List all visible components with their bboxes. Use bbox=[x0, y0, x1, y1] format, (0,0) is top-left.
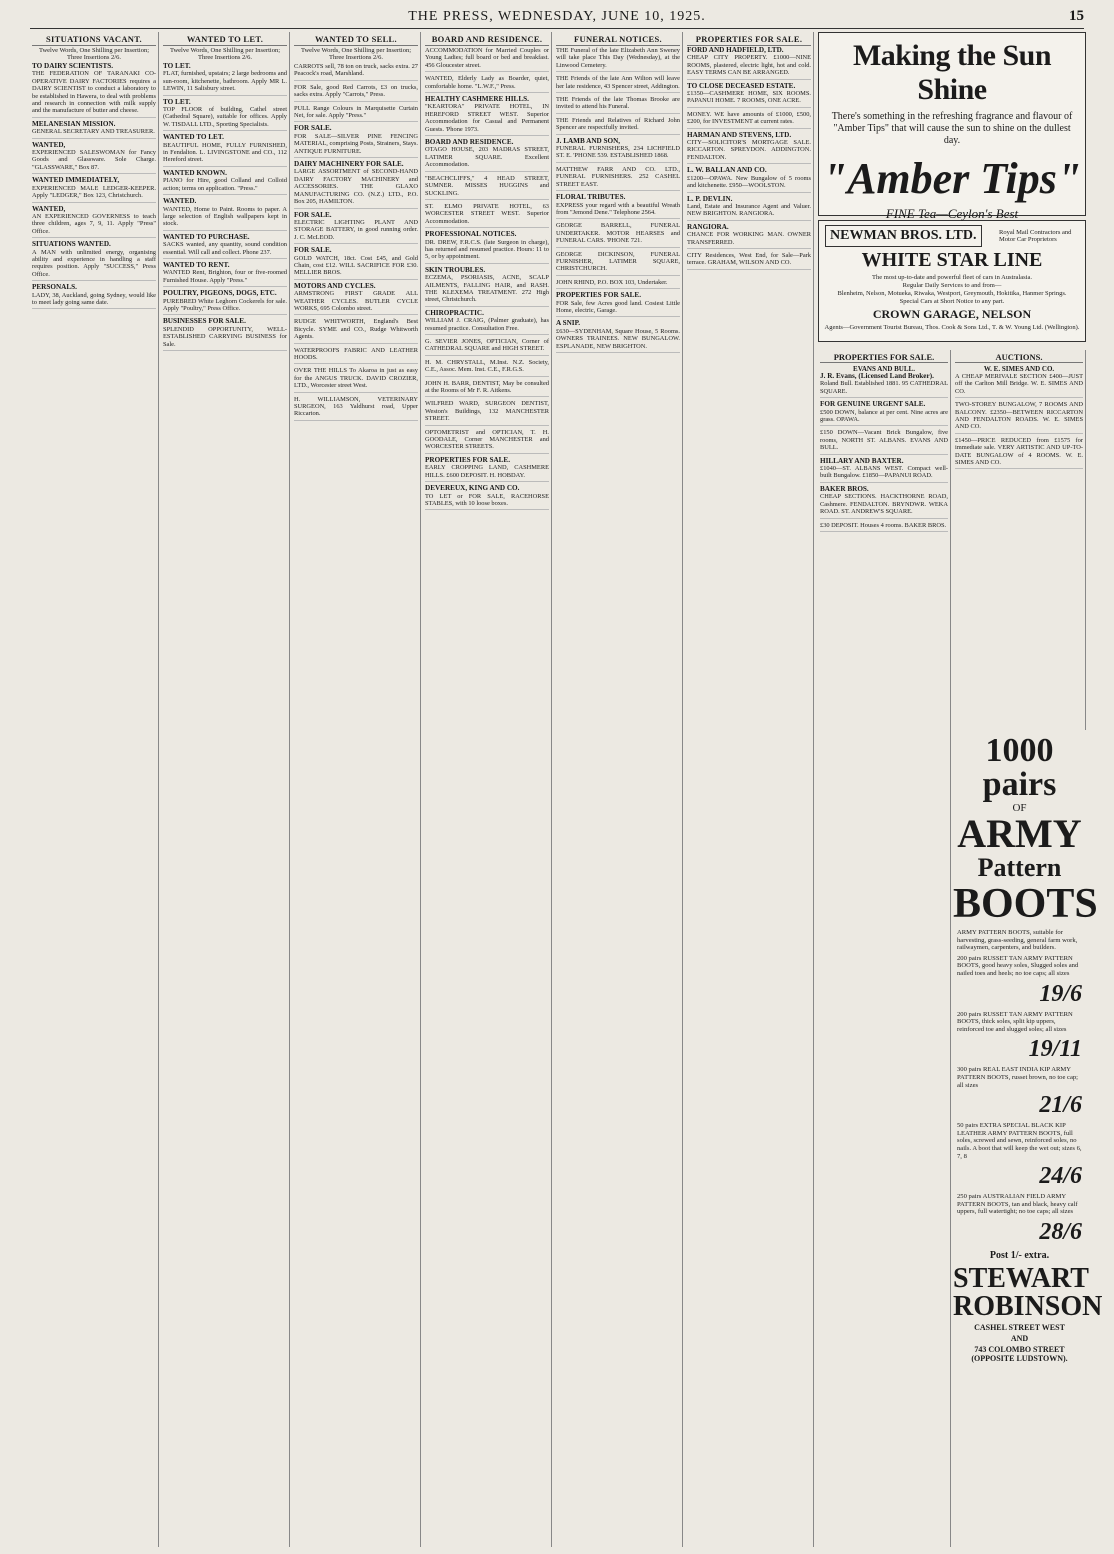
boots-offer: 250 pairs AUSTRALIAN FIELD ARMY PATTERN BOOTS, tan and black, heavy calf uppers, full watertight; no toe caps; all sizes bbox=[957, 1193, 1078, 1216]
ad-title: FOR SALE. bbox=[294, 246, 332, 255]
ad-text: FOR SALE—SILVER PINE FENCING MATERIAL, comprising Posts, Strainers, Stays. ANTIQUE FURNITURE. bbox=[294, 132, 418, 155]
ad-title: A SNIP. bbox=[556, 319, 581, 328]
boots-offer: 300 pairs REAL EAST INDIA KIP ARMY PATTERN BOOTS, russet brown, no toe cap; all sizes bbox=[957, 1066, 1079, 1089]
ad-text: CITY—SOLICITOR'S MORTGAGE SALE. RICCARTON. SPREYDON. ADDINGTON. FENDALTON. bbox=[687, 139, 811, 161]
ad-text: THE Funeral of the late Elizabeth Ann Sweney will take place This Day (Wednesday), at the Linwood Cemetery. bbox=[556, 47, 680, 69]
column-5 bbox=[554, 32, 683, 1547]
ad-text: MONEY. WE have amounts of £1000, £500, £200, for INVESTMENT at current rates. bbox=[687, 110, 811, 126]
classified-ad bbox=[820, 401, 948, 426]
boots-offer-price: 21/6 bbox=[1039, 1092, 1082, 1119]
classified-ad bbox=[425, 380, 549, 398]
ad-title: HILLARY AND BAXTER. bbox=[820, 456, 904, 465]
ad-text: CARROTS sell, 78 ton on truck, sacks extra. 27 Peacock's road, Marshland. bbox=[294, 63, 418, 78]
classified-ad bbox=[820, 373, 948, 398]
ad-text: H. WILLIAMSON, VETERINARY SURGEON, 163 Yaldhurst road, Upper Riccarton. bbox=[294, 395, 418, 418]
classified-ad bbox=[294, 367, 418, 392]
ad-text: £150 DOWN—Vacant Brick Bungalow, five rooms, NORTH ST. ALBANS. EVANS AND BULL. bbox=[820, 429, 948, 452]
ad-text: ST. ELMO PRIVATE HOTEL, 63 WORCESTER STREET WEST. Superior Accommodation. bbox=[425, 202, 549, 225]
ad-text: WATERPROOFS FABRIC AND LEATHER HOODS. bbox=[294, 346, 418, 361]
ad-text: PIANO for Hire, good Colland and Colloid action; terms on application. "Press." bbox=[163, 177, 287, 192]
classified-ad bbox=[32, 121, 156, 139]
rate-notice: Twelve Words, One Shilling per Insertion; Three Insertions 2/6. bbox=[38, 47, 150, 61]
ad-text: £1350—CASHMERE HOME, SIX ROOMS. PAPANUI HOME. 7 ROOMS, ONE ACRE. bbox=[687, 90, 811, 105]
ad-text: CHEAP SECTIONS. HACKTHORNE ROAD, Cashmere. FENDALTON. BRYNDWR. WEKA ROAD. ST. ANDREW'S SQUARE. bbox=[820, 493, 948, 516]
ad-text: THE Friends of the late Ann Wilton will leave her late residence, 43 Spencer street, Addington. bbox=[556, 75, 680, 90]
ad-title: CHIROPRACTIC. bbox=[425, 308, 484, 317]
ad-text: "KEARTORA" PRIVATE HOTEL, IN HEREFORD STREET WEST. Superior Accommodation for Casual and Permanent Guests. 'Phone 1973. bbox=[425, 103, 549, 133]
classified-ad bbox=[820, 522, 948, 532]
ad-text: "BEACHCLIFFS," 4 HEAD STREET, SUMNER. MISSES HUGGINS and SUCKLING. bbox=[425, 174, 549, 197]
classified-ad bbox=[425, 485, 549, 510]
classified-ad bbox=[425, 338, 549, 356]
ad-text: £630—SYDENHAM, Square House, 5 Rooms. OWNERS TRAINEES. NEW BUNGALOW. ESPLANADE, NEW BRIGHTON. bbox=[556, 327, 680, 350]
classified-ad bbox=[163, 290, 287, 315]
ad-text: G. SEVIER JONES, OPTICIAN, Corner of CATHEDRAL SQUARE and HIGH STREET. bbox=[425, 338, 549, 353]
right-advertisements bbox=[818, 32, 1103, 1547]
boots-army: ARMY bbox=[957, 811, 1082, 856]
ad-text: THE Friends of the late Thomas Brooke are invited to attend his Funeral. bbox=[556, 96, 680, 111]
ad-text: OTAGO HOUSE, 203 MADRAS STREET, LATIMER SQUARE. Excellent Accommodation. bbox=[425, 146, 549, 169]
auctions-heading: AUCTIONS. bbox=[955, 352, 1083, 363]
column-3 bbox=[292, 32, 421, 1547]
classified-ad bbox=[820, 486, 948, 519]
ad-text: TOP FLOOR of building, Cathel street (Cathedral Square), suitable for offices. Apply W. TISDALL LTD., Sporting Specialists. bbox=[163, 106, 287, 128]
ad-title: BAKER BROS. bbox=[820, 484, 869, 493]
ad-text: LARGE ASSORTMENT of SECOND-HAND DAIRY FACTORY MACHINERY and ACCESSORIES. THE GLAXO MANUFACTURING CO. (N.Z.) LTD., P.O. Box 205, HAMILTON. bbox=[294, 168, 418, 206]
boots-count: 1000 pairs bbox=[982, 732, 1057, 803]
column-heading: BOARD AND RESIDENCE. bbox=[425, 34, 549, 46]
ad-text: LADY, 38, Auckland, going Sydney, would like to meet lady going same date. bbox=[32, 291, 156, 306]
classified-ad bbox=[294, 396, 418, 421]
ad-title: WANTED KNOWN. bbox=[163, 168, 227, 177]
ad-text: OVER THE HILLS To Akaroa in just as easy for the ANGUS TRUCK. DAVID CROZIER, LTD., Worcester street West. bbox=[294, 367, 418, 390]
classified-ad bbox=[163, 99, 287, 132]
ad-title: HEALTHY CASHMERE HILLS. bbox=[425, 95, 529, 104]
classified-ad bbox=[163, 63, 287, 96]
ad-text: ACCOMMODATION for Married Couples or Young Ladies; full board or bed and breakfast. 456 Gloucester street. bbox=[425, 47, 549, 69]
ad-title: SITUATIONS WANTED. bbox=[32, 240, 111, 249]
classified-ad bbox=[425, 96, 549, 136]
newman-name: NEWMAN BROS. LTD. bbox=[825, 225, 982, 247]
classified-ad bbox=[163, 170, 287, 195]
tea-tagline: FINE Tea—Ceylon's Best bbox=[885, 206, 1019, 221]
ad-text: GEORGE BARRELL, FUNERAL UNDERTAKER. MOTOR HEARSES and FUNERAL CARS. 'PHONE 721. bbox=[556, 222, 680, 245]
boots-offer-price: 24/6 bbox=[1039, 1163, 1082, 1190]
ad-text: GENERAL SECRETARY AND TREASURER. bbox=[32, 128, 155, 136]
ad-title: TO LET. bbox=[163, 97, 191, 106]
classified-ad bbox=[556, 96, 680, 114]
boots-offer: 200 pairs RUSSET TAN ARMY PATTERN BOOTS, thick soles, split kip uppers, reinforced toe and slugged soles; all sizes bbox=[957, 1010, 1073, 1033]
ad-title: WANTED TO LET. bbox=[163, 133, 224, 142]
store-address-2: AND bbox=[1010, 1333, 1029, 1343]
ad-text: FLAT, furnished, upstairs; 2 large bedrooms and sun-room, kitchenette, bathroom. Apply MR L. LEWIN, 11 Salisbury street. bbox=[163, 70, 287, 93]
ad-text: CHEAP CITY PROPERTY. £1000—NINE ROOMS, plastered, electric light, hot and cold. EASY TERMS CAN BE ARRANGED. bbox=[687, 54, 811, 77]
classified-ad bbox=[556, 138, 680, 163]
ad-title: POULTRY, PIGEONS, DOGS, ETC. bbox=[163, 289, 277, 298]
ad-title: J. R. Evans, (Licensed Land Broker). bbox=[820, 372, 934, 380]
classified-ad bbox=[425, 203, 549, 228]
classified-ad bbox=[294, 161, 418, 208]
newman-sub2: Regular Daily Services to and from— bbox=[902, 282, 1002, 289]
classified-ad bbox=[687, 224, 811, 249]
classified-ad bbox=[687, 132, 811, 165]
rate-notice: Twelve Words, One Shilling per Insertion; Three Insertions 2/6. bbox=[169, 47, 281, 61]
classified-ad bbox=[820, 458, 948, 483]
ad-title: WANTED TO RENT. bbox=[163, 260, 230, 269]
white-star-line: WHITE STAR LINE bbox=[861, 249, 1043, 271]
boots-offers bbox=[953, 955, 1086, 1246]
sun-body: There's something in the refreshing fragrance and flavour of "Amber Tips" that will cause the sun to shine on the dullest day. bbox=[831, 111, 1073, 146]
newman-sub1: The most up-to-date and powerful fleet of cars in Australasia. bbox=[872, 274, 1032, 281]
ad-text: WANTED, Home to Paint. Rooms to paper. A large selection of English wallpapers kept in stock. bbox=[163, 205, 287, 228]
auctions-column bbox=[953, 350, 1086, 730]
ad-text: CITY Residences, West End, for Sale—Park terrace. GRAHAM, WILSON AND CO. bbox=[687, 251, 811, 267]
ad-text: £30 DEPOSIT. Houses 4 rooms. BAKER BROS. bbox=[820, 521, 947, 529]
column-heading: WANTED TO LET. bbox=[163, 34, 287, 46]
ad-text: SPLENDID OPPORTUNITY, WELL-ESTABLISHED CARRYING BUSINESS for Sale. bbox=[163, 325, 287, 348]
rate-notice: Twelve Words, One Shilling per Insertion; Three Insertions 2/6. bbox=[300, 47, 412, 61]
army-boots-advert bbox=[953, 730, 1103, 1365]
classified-ad bbox=[556, 251, 680, 276]
classified-ad bbox=[294, 84, 418, 102]
ad-title: MOTORS AND CYCLES. bbox=[294, 281, 376, 290]
ad-title: PERSONALS. bbox=[32, 283, 77, 292]
newman-bros-advert bbox=[818, 220, 1086, 342]
ad-title: J. LAMB AND SON, bbox=[556, 136, 621, 145]
classified-ad bbox=[556, 292, 680, 317]
newman-agents: Agents—Government Tourist Bureau, Thos. Cook & Sons Ltd., T. & W. Young Ltd. (Wellington). bbox=[824, 324, 1080, 331]
classified-ad bbox=[556, 279, 680, 289]
ad-text: Roland Bull. Established 1881. 95 CATHEDRAL SQUARE. bbox=[820, 380, 948, 395]
ad-title: WANTED. bbox=[163, 197, 197, 206]
newman-sub3: Blenheim, Nelson, Motueka, Riwaka, Westport, Greymouth, Hokitika, Hanmer Springs. bbox=[837, 290, 1067, 297]
classified-ad bbox=[163, 198, 287, 231]
ad-text: JOHN H. BARR, DENTIST, May be consulted at the Rooms of Mr F. R. Aitkens. bbox=[425, 379, 549, 395]
classified-ad bbox=[294, 105, 418, 123]
ad-title: FOR SALE. bbox=[294, 210, 332, 219]
column-1 bbox=[30, 32, 159, 1547]
ad-title: HARMAN AND STEVENS, LTD. bbox=[687, 130, 792, 139]
ad-title: PROFESSIONAL NOTICES. bbox=[425, 230, 517, 239]
classified-ad bbox=[425, 75, 549, 93]
ad-text: WILLIAM J. CRAIG, (Palmer graduate), has resumed practice. Consultation Free. bbox=[425, 317, 549, 332]
ad-text: £500 DOWN, balance at per cent. Nine acres are grass. OPAWA. bbox=[820, 408, 948, 424]
ad-text: FOR Sale, good Red Carrots, £3 on trucks, sacks extra. Apply "Carrots," Press. bbox=[294, 83, 418, 99]
ad-title: RANGIORA. bbox=[687, 222, 729, 231]
classified-ad bbox=[32, 241, 156, 281]
ad-text: AN EXPERIENCED GOVERNESS to teach three children, ages 7, 9, 11. Apply "Press" Office. bbox=[32, 212, 156, 235]
classified-ad bbox=[425, 429, 549, 454]
ad-title: WANTED, bbox=[32, 140, 66, 149]
classified-ad bbox=[425, 231, 549, 264]
classified-ad bbox=[556, 117, 680, 135]
classified-ad bbox=[294, 125, 418, 158]
sun-headline: Making the Sun Shine bbox=[852, 39, 1052, 106]
ad-text: THE Friends and Relatives of Richard John Spencer are respectfully invited. bbox=[556, 116, 680, 132]
classified-ad bbox=[163, 134, 287, 167]
auctions-sub: W. E. SIMES AND CO. bbox=[983, 365, 1055, 373]
props-sub: EVANS AND BULL. bbox=[853, 365, 915, 373]
column-heading: PROPERTIES FOR SALE. bbox=[687, 34, 811, 46]
ad-text: CHANCE FOR WORKING MAN. OWNER TRANSFERRED. bbox=[687, 231, 811, 246]
ad-text: ECZEMA, PSORIASIS, ACNE, SCALP AILMENTS, FALLING HAIR, and RASH. THE KLEXEMA TREATMENT. 272 High street, Christchurch. bbox=[425, 274, 549, 304]
ad-text: GOLD WATCH, 18ct. Cost £45, and Gold Chain, cost £12. WILL SACRIFICE FOR £30. MELLIER BROS. bbox=[294, 254, 418, 277]
column-heading: WANTED TO SELL. bbox=[294, 34, 418, 46]
classified-ad bbox=[32, 63, 156, 118]
ad-text: ELECTRIC LIGHTING PLANT AND STORAGE BATTERY, in good running order. J. C. McLEOD. bbox=[294, 218, 418, 241]
newman-side: Royal Mail Contractors and Motor Car Proprietors bbox=[999, 228, 1072, 243]
classified-ad bbox=[556, 47, 680, 72]
ad-title: L. W. BALLAN AND CO. bbox=[687, 166, 767, 175]
ad-text: OPTOMETRIST and OPTICIAN, T. H. GOODALE, Corner MANCHESTER and WORCESTER STREETS. bbox=[425, 428, 549, 451]
ad-text: A MAN with unlimited energy, organising ability and experience in handling a staff requires position. Apply "SUCCESS," Press Office. bbox=[32, 248, 156, 278]
classified-ad bbox=[556, 222, 680, 247]
store-address-1: CASHEL STREET WEST bbox=[974, 1322, 1065, 1332]
ad-text: RUDGE WHITWORTH, England's Best Bicycle. SYME and CO., Rudge Whitworth Agents. bbox=[294, 318, 418, 341]
column-4 bbox=[423, 32, 552, 1547]
ad-text: FUNERAL FURNISHERS, 234 LICHFIELD ST. E. 'PHONE 539. ESTABLISHED 1868. bbox=[556, 145, 680, 160]
column-heading: SITUATIONS VACANT. bbox=[32, 34, 156, 46]
boots-word: BOOTS bbox=[953, 881, 1098, 927]
classified-ad bbox=[32, 284, 156, 309]
classified-ad bbox=[425, 310, 549, 335]
classified-ad bbox=[425, 175, 549, 200]
ad-title: SKIN TROUBLES. bbox=[425, 265, 486, 274]
ad-title: WANTED, bbox=[32, 204, 66, 213]
classified-ad bbox=[32, 142, 156, 175]
ad-title: TO DAIRY SCIENTISTS. bbox=[32, 62, 114, 70]
ad-title: FOR GENUINE URGENT SALE. bbox=[820, 400, 926, 409]
classified-ad bbox=[294, 318, 418, 343]
classified-ad bbox=[32, 177, 156, 202]
ad-title: MELANESIAN MISSION. bbox=[32, 119, 116, 128]
column-2 bbox=[161, 32, 290, 1547]
ad-text: H. M. CHRYSTALL, M.Inst. N.Z. Society, C.E., Assoc. Mem. Inst. C.E., F.R.G.S. bbox=[425, 358, 549, 374]
ad-text: EXPERIENCED SALESWOMAN for Fancy Goods and Glassware. Sole Charge. "GLASSWARE," Box 87. bbox=[32, 149, 156, 171]
classified-ad bbox=[294, 347, 418, 365]
ad-title: TO CLOSE DECEASED ESTATE. bbox=[687, 81, 796, 90]
ad-title: PROPERTIES FOR SALE. bbox=[556, 291, 642, 300]
boots-offer: 50 pairs EXTRA SPECIAL BLACK KIP LEATHER ARMY PATTERN BOOTS, full soles, screwed and sewn, reinforced soles, no nails. A boot that will keep the wet out; sizes 6, 7, 8 bbox=[957, 1122, 1082, 1160]
ad-text: WILFRED WARD, SURGEON DENTIST, Weston's Buildings, 132 MANCHESTER STREET. bbox=[425, 400, 549, 423]
ad-text: Land, Estate and Insurance Agent and Valuer. NEW BRIGHTON. RANGIORA. bbox=[687, 202, 811, 218]
boots-of: OF bbox=[1012, 802, 1027, 814]
classified-ad bbox=[687, 111, 811, 129]
classified-ad bbox=[556, 75, 680, 93]
ad-text: MATTHEW FARR AND CO. LTD., FUNERAL FURNISHERS. 252 CASHEL STREET EAST. bbox=[556, 165, 680, 188]
classified-ad bbox=[294, 63, 418, 81]
store-address-3: 743 COLOMBO STREET (OPPOSITE LUDSTOWN). bbox=[971, 1344, 1068, 1363]
classified-ad bbox=[425, 457, 549, 482]
ad-text: WANTED, Elderly Lady as Boarder, quiet, comfortable home. "L.W.F.," Press. bbox=[425, 75, 549, 90]
classified-ad bbox=[556, 194, 680, 219]
boots-offer-price: 19/6 bbox=[1039, 980, 1082, 1007]
page-number: 15 bbox=[1069, 8, 1084, 24]
ad-text: £1040—ST. ALBANS WEST. Compact well-built Bungalow. £1850—PAPANUI ROAD. bbox=[820, 465, 948, 480]
classified-ad bbox=[425, 400, 549, 425]
classified-ad bbox=[425, 47, 549, 72]
ad-title: TO LET. bbox=[163, 62, 191, 70]
classified-ad bbox=[32, 206, 156, 239]
column-6 bbox=[685, 32, 814, 1547]
boots-intro: ARMY PATTERN BOOTS, suitable for harvesting, grass-seeding, general farm work, railwaymen, carpenters, and builders. bbox=[957, 929, 1078, 952]
masthead-title: THE PRESS, WEDNESDAY, JUNE 10, 1925. bbox=[408, 9, 706, 24]
ad-text: £1200—OPAWA. New Bungalow of 5 rooms and kitchenette. £950—WOOLSTON. bbox=[687, 174, 811, 190]
ad-text: PULL Range Colours in Marquisette Curtain Net, for sale. Apply "Press." bbox=[294, 104, 418, 120]
ad-title: BOARD AND RESIDENCE. bbox=[425, 138, 514, 147]
page-header bbox=[30, 6, 1084, 29]
ad-text: A CHEAP MERIVALE SECTION £400—JUST off the Carlton Mill Bridge. W. E. SIMES AND CO. bbox=[955, 373, 1083, 395]
column-heading: FUNERAL NOTICES. bbox=[556, 34, 680, 46]
amber-tips-advert bbox=[818, 32, 1086, 221]
ad-text: GEORGE DICKINSON, FUNERAL FURNISHER, LATIMER SQUARE, CHRISTCHURCH. bbox=[556, 250, 680, 273]
classified-ad bbox=[163, 234, 287, 259]
boots-offer: 200 pairs RUSSET TAN ARMY PATTERN BOOTS, good heavy soles, Slugged soles and nailed toes and heels; no toe caps; all sizes bbox=[957, 954, 1079, 977]
boots-offer-price: 19/11 bbox=[1028, 1036, 1082, 1063]
ad-text: DR. DREW, F.R.C.S. (late Surgeon in charge), has returned and resumed practice. Hours: 11 to 5, or by appointment. bbox=[425, 238, 549, 261]
classified-ad bbox=[955, 373, 1083, 398]
ad-text: SACKS wanted, any quantity, sound condition essential. Will call and collect. Phone 237. bbox=[163, 241, 287, 256]
store-name: STEWART ROBINSON bbox=[953, 1262, 1103, 1322]
newman-sub4: Special Cars at Short Notice to any part. bbox=[899, 298, 1005, 305]
ad-text: EXPERIENCED MALE LEDGER-KEEPER. Apply "LEDGER," Box 123, Christchurch. bbox=[32, 184, 156, 200]
classified-ad bbox=[687, 252, 811, 270]
ad-text: THE FEDERATION OF TARANAKI CO-OPERATIVE DAIRY FACTORIES requires a DAIRY SCIENTIST to conduct a laboratory to be established in Hawera, to deal with problems and research in connection with milk supply and the manufacture of butter and cheese. bbox=[32, 70, 156, 115]
ad-text: EXPRESS your regard with a beautiful Wreath from "Jemond Dene." Telephone 2564. bbox=[556, 201, 680, 216]
classified-ad bbox=[955, 401, 1083, 434]
boots-postage: Post 1/- extra. bbox=[989, 1249, 1050, 1261]
classified-ad bbox=[687, 167, 811, 192]
classified-ad bbox=[425, 267, 549, 307]
ad-title: L. P. DEVLIN. bbox=[687, 194, 733, 203]
boots-offer-price: 28/6 bbox=[1039, 1218, 1082, 1245]
ad-title: FLORAL TRIBUTES. bbox=[556, 193, 626, 202]
boots-pattern: Pattern bbox=[977, 853, 1062, 882]
amber-tips-brand: "Amber Tips" bbox=[822, 154, 1082, 203]
ad-title: DEVEREUX, KING AND CO. bbox=[425, 484, 520, 493]
props-heading: PROPERTIES FOR SALE. bbox=[820, 352, 948, 363]
ad-text: TWO-STOREY BUNGALOW, 7 ROOMS AND BALCONY. £2350—BETWEEN RICCARTON AND FENDALTON ROADS. W. E. SIMES AND CO. bbox=[955, 401, 1083, 431]
classified-ad bbox=[955, 437, 1083, 470]
ad-text: WANTED Rent, Brighton, four or five-roomed Furnished House. Apply "Press." bbox=[163, 269, 287, 284]
classified-ad bbox=[294, 247, 418, 280]
ad-text: TO LET or FOR SALE, RACEHORSE STABLES, with 10 loose boxes. bbox=[425, 492, 549, 507]
right-subcolumns bbox=[818, 350, 1103, 1547]
ad-title: FORD AND HADFIELD, LTD. bbox=[687, 46, 784, 54]
classified-ad bbox=[163, 318, 287, 351]
ad-text: PUREBRED White Leghorn Cockerels for sale. Apply "Poultry," Press Office. bbox=[163, 297, 287, 312]
classified-ad bbox=[294, 283, 418, 316]
classified-ad bbox=[687, 196, 811, 221]
evans-bull-column bbox=[818, 350, 951, 1547]
classified-ad bbox=[687, 83, 811, 108]
classified-ad bbox=[556, 320, 680, 353]
ad-text: JOHN RHIND, P.O. BOX 103, Undertaker. bbox=[556, 278, 668, 286]
ad-title: WANTED IMMEDIATELY, bbox=[32, 176, 120, 185]
classified-ad bbox=[687, 47, 811, 80]
ad-title: WANTED TO PURCHASE. bbox=[163, 232, 250, 241]
ad-title: FOR SALE. bbox=[294, 124, 332, 133]
classified-ad bbox=[556, 166, 680, 191]
classified-ad bbox=[294, 212, 418, 245]
ad-title: PROPERTIES FOR SALE. bbox=[425, 455, 511, 464]
classified-ad bbox=[425, 139, 549, 172]
ad-text: FOR Sale, few Acres good land. Cosiest Little Home, electric, Garage. bbox=[556, 299, 680, 314]
classified-ad bbox=[425, 359, 549, 377]
classified-ad bbox=[820, 429, 948, 454]
ad-text: £1450—PRICE REDUCED from £1575 for immediate sale. VERY ARTISTIC AND UP-TO-DATE BUNGALOW of 4 ROOMS. W. E. SIMES AND CO. bbox=[955, 436, 1083, 467]
ad-title: DAIRY MACHINERY FOR SALE. bbox=[294, 160, 404, 169]
classified-ad bbox=[163, 262, 287, 287]
ad-text: EARLY CROPPING LAND, CASHMERE HILLS. £600 DEPOSIT. H. HOBDAY. bbox=[425, 464, 549, 479]
crown-garage: CROWN GARAGE, NELSON bbox=[872, 307, 1032, 321]
ad-text: BEAUTIFUL HOME, FULLY FURNISHED, in Fendalton. L. LIVINGSTONE and CO., 112 Hereford street. bbox=[163, 141, 287, 164]
ad-text: ARMSTRONG FIRST GRADE ALL WEATHER CYCLES. BUTLER CYCLE WORKS, 695 Colombo street. bbox=[294, 290, 418, 312]
ad-title: BUSINESSES FOR SALE. bbox=[163, 317, 246, 326]
